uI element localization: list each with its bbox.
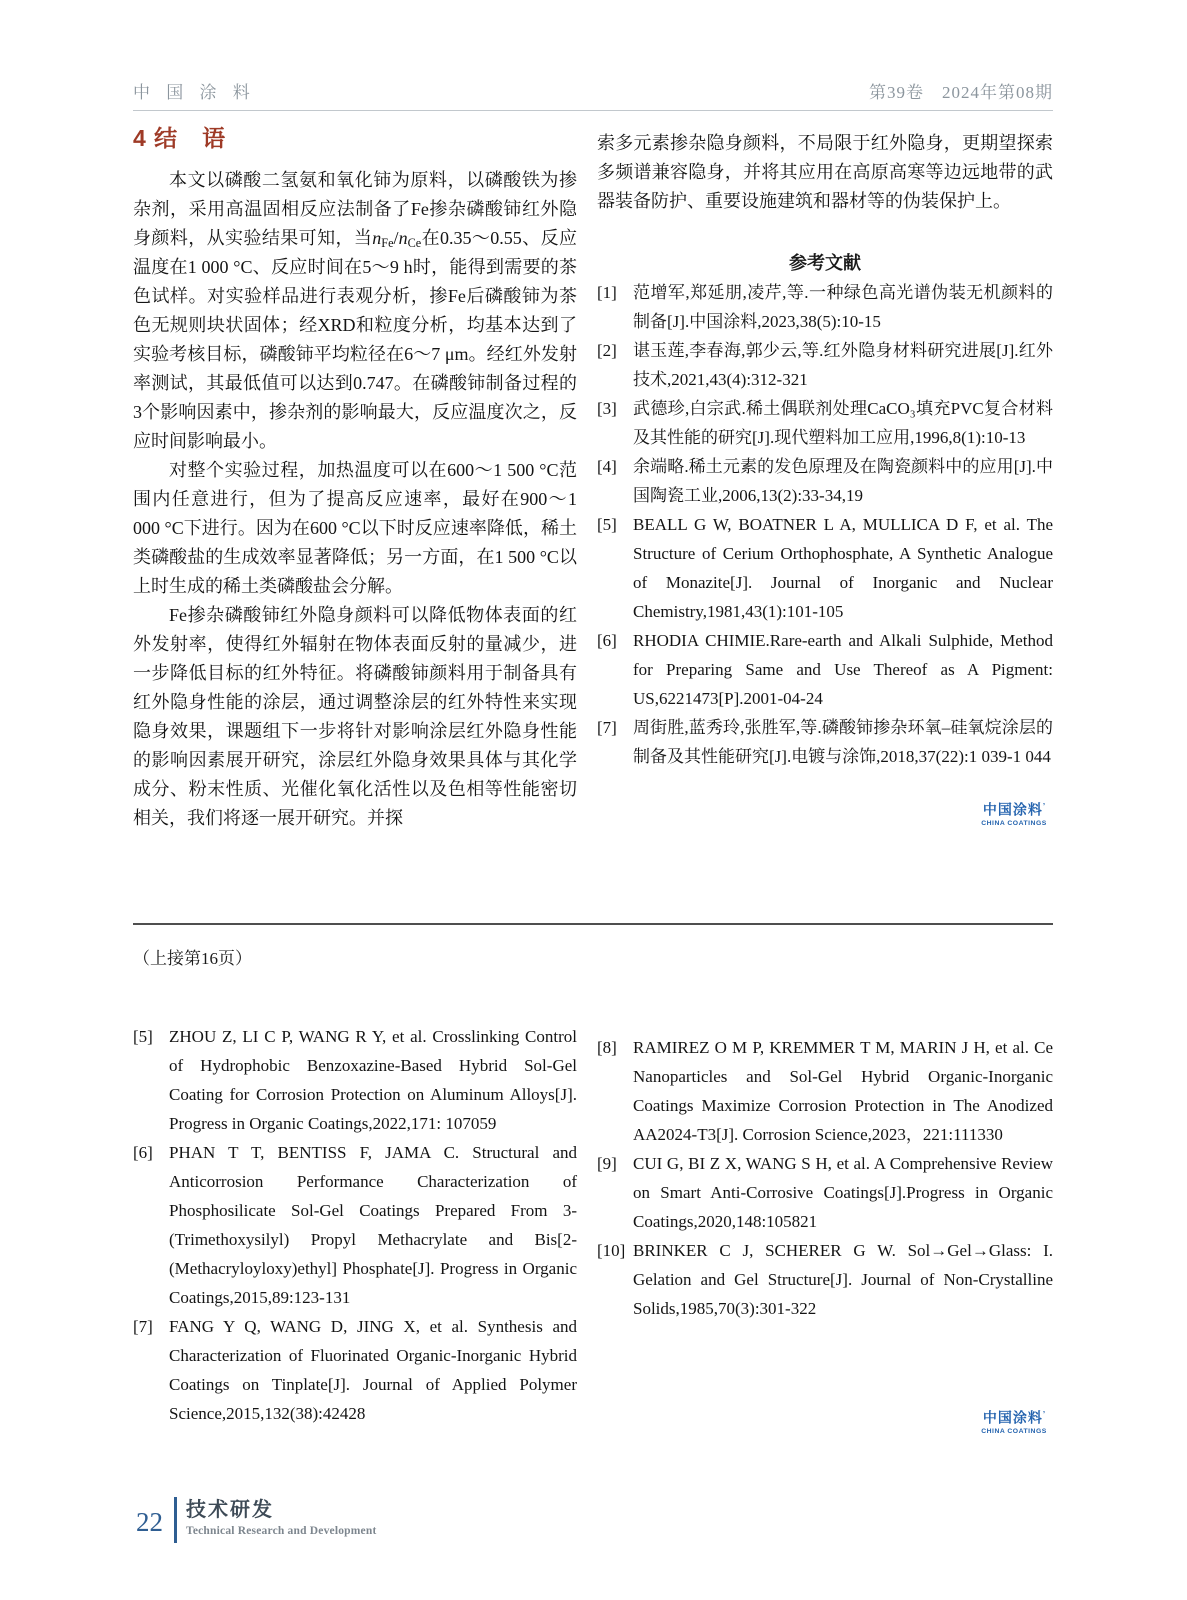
journal-name: 中 国 涂 料: [133, 83, 256, 102]
references-heading: 参考文献: [789, 253, 861, 273]
bottom-left-column: [133, 1022, 577, 1428]
logo-trademark-mark: ’: [1042, 802, 1046, 811]
bottom-right-column: [597, 1022, 1053, 1428]
reference-text: PHAN T T, BENTISS F, JAMA C. Structural and Anticorrosion Performance Characterization of Phosphosilicate Sol-Gel Coatings Prepared From 3-(Trimethoxysilyl) Propyl Methacrylate and Bis[2-(Methacryloyloxy)ethyl] Phosphate[J]. Progress in Organic Coatings,2015,89:123-131: [169, 1143, 577, 1307]
reference-item-6: [597, 626, 1053, 713]
reference-item-7: [597, 713, 1053, 771]
footer-divider-bar: [174, 1497, 177, 1543]
reference-item-b7: [133, 1312, 577, 1428]
logo-en-text: CHINA COATINGS: [981, 1427, 1047, 1435]
conclusion-heading: 4 结 语: [133, 125, 227, 151]
reference-text: 武德珍,白宗武.稀土偶联剂处理CaCO₃填充PVC复合材料及其性能的研究[J].现代塑料加工应用,1996,8(1):10-13: [633, 399, 1053, 447]
top-left-column: [133, 118, 577, 833]
logo-trademark-mark: ’: [1042, 1410, 1046, 1419]
reference-item-3: [597, 394, 1053, 452]
footer-column-titles: [186, 1497, 376, 1543]
reference-number: [3]: [597, 399, 617, 418]
logo-cn-text: 中国涂料’: [982, 801, 1046, 818]
conclusion-continuation: 索多元素掺杂隐身颜料，不局限于红外隐身，更期望探索多频谱兼容隐身，并将其应用在高原高寒等边远地带的武器装备防护、重要设施建筑和器材等的伪装保护上。: [597, 133, 1053, 211]
conclusion-paragraph-2: 对整个实验过程，加热温度可以在600～1 500 °C范围内任意进行，但为了提高反应速率，最好在900～1 000 °C下进行。因为在600 °C以下时反应速率降低，稀土类磷酸盐的生成效率显著降低；另一方面，在1 500 °C以上时生成的稀土类磷酸盐会分解。: [133, 460, 577, 596]
journal-logo: [977, 799, 1051, 827]
conclusion-paragraph-1: 本文以磷酸二氢氨和氧化铈为原料，以磷酸铁为掺杂剂，采用高温固相反应法制备了Fe掺杂磷酸铈红外隐身颜料，从实验结果可知，当$n_{Fe}/n_{Ce}$在0.35～0.55、反应温度在1 000 °C、反应时间在5～9 h时，能得到需要的茶色试样。对实验样品进行表观分析，掺Fe后磷酸铈为茶色无规则块状固体；经XRD和粒度分析，均基本达到了实验考核目标，磷酸铈平均粒径在6～7 μm。经红外发射率测试，其最低值可以达到0.747。在磷酸铈制备过程的3个影响因素中，掺杂剂的影响最大，反应温度次之，反应时间影响最小。: [133, 170, 578, 451]
reference-text: 周街胜,蓝秀玲,张胜军,等.磷酸铈掺杂环氧–硅氧烷涂层的制备及其性能研究[J].电镀与涂饰,2018,37(22):1 039-1 044: [633, 718, 1053, 766]
issue-info: 第39卷 2024年第08期: [869, 83, 1053, 102]
conclusion-paragraph-3: Fe掺杂磷酸铈红外隐身颜料可以降低物体表面的红外发射率，使得红外辐射在物体表面反射的量减少，进一步降低目标的红外特征。将磷酸铈颜料用于制备具有红外隐身性能的涂层，通过调整涂层的红外特性来实现隐身效果，课题组下一步将针对影响涂层红外隐身性能的影响因素展开研究，涂层红外隐身效果具体与其化学成分、粉末性质、光催化氧化活性以及色相等性能密切相关，我们将逐一展开研究。并探: [133, 605, 577, 828]
reference-item-4: [597, 452, 1053, 510]
reference-item-5: [597, 510, 1053, 626]
reference-number: [10]: [597, 1241, 626, 1260]
reference-item-b8: [597, 1033, 1053, 1149]
reference-text: FANG Y Q, WANG D, JING X, et al. Synthesis and Characterization of Fluorinated Organic-Inorganic Hybrid Coatings on Tinplate[J]. Journal of Applied Polymer Science,2015,132(38):42428: [169, 1317, 577, 1423]
column-title-cn: 技术研发: [186, 1499, 274, 1521]
journal-logo: [977, 1407, 1051, 1435]
top-section: [133, 118, 1053, 833]
column-title-en: Technical Research and Development: [186, 1525, 377, 1537]
reference-number: [6]: [133, 1143, 153, 1162]
reference-item-b9: [597, 1149, 1053, 1236]
reference-text: BRINKER C J, SCHERER G W. Sol→Gel→Glass: I. Gelation and Gel Structure[J]. Journal of Non-Crystalline Solids,1985,70(3):301-322: [633, 1241, 1053, 1318]
continued-from-note: （上接第16页）: [133, 949, 252, 968]
reference-number: [1]: [597, 283, 617, 302]
reference-item-2: [597, 336, 1053, 394]
reference-text: ZHOU Z, LI C P, WANG R Y, et al. Crosslinking Control of Hydrophobic Benzoxazine-Based Hybrid Sol-Gel Coating for Corrosion Protection on Aluminum Alloys[J]. Progress in Organic Coatings,2022,171: 107059: [169, 1027, 577, 1133]
bottom-section: [133, 1022, 1053, 1428]
section-divider: [133, 923, 1053, 925]
page-number: 22: [136, 1507, 163, 1537]
reference-number: [7]: [133, 1317, 153, 1336]
reference-text: RHODIA CHIMIE.Rare-earth and Alkali Sulphide, Method for Preparing Same and Use Thereof as A Pigment: US,6221473[P].2001-04-24: [633, 631, 1053, 708]
page-footer: [136, 1497, 376, 1543]
reference-text: 谌玉莲,李春海,郭少云,等.红外隐身材料研究进展[J].红外技术,2021,43(4):312-321: [633, 341, 1053, 389]
reference-item-b6: [133, 1138, 577, 1312]
reference-number: [8]: [597, 1038, 617, 1057]
logo-en-text: CHINA COATINGS: [981, 819, 1047, 827]
reference-number: [5]: [133, 1027, 153, 1046]
reference-number: [6]: [597, 631, 617, 650]
reference-number: [5]: [597, 515, 617, 534]
reference-number: [9]: [597, 1154, 617, 1173]
reference-text: 余端略.稀土元素的发色原理及在陶瓷颜料中的应用[J].中国陶瓷工业,2006,13(2):33-34,19: [633, 457, 1053, 505]
top-right-column: [597, 118, 1053, 833]
reference-item-b5: [133, 1022, 577, 1138]
reference-number: [4]: [597, 457, 617, 476]
reference-number: [7]: [597, 718, 617, 737]
reference-text: BEALL G W, BOATNER L A, MULLICA D F, et al. The Structure of Cerium Orthophosphate, A Synthetic Analogue of Monazite[J]. Journal of Inorganic and Nuclear Chemistry,1981,43(1):101-105: [633, 515, 1053, 621]
reference-item-1: [597, 278, 1053, 336]
reference-text: 范增军,郑延朋,凌芹,等.一种绿色高光谱伪装无机颜料的制备[J].中国涂料,2023,38(5):10-15: [633, 283, 1053, 331]
reference-text: RAMIREZ O M P, KREMMER T M, MARIN J H, et al. Ce Nanoparticles and Sol-Gel Hybrid Organic-Inorganic Coatings Maximize Corrosion Protection in The Anodized AA2024-T3[J]. Corrosion Science,2023，221:111330: [633, 1038, 1053, 1144]
reference-item-b10: [597, 1236, 1053, 1323]
reference-text: CUI G, BI Z X, WANG S H, et al. A Comprehensive Review on Smart Anti-Corrosive Coatings[J].Progress in Organic Coatings,2020,148:105821: [633, 1154, 1053, 1231]
reference-number: [2]: [597, 341, 617, 360]
logo-cn-text: 中国涂料’: [982, 1409, 1046, 1426]
page-header: [133, 78, 1053, 111]
